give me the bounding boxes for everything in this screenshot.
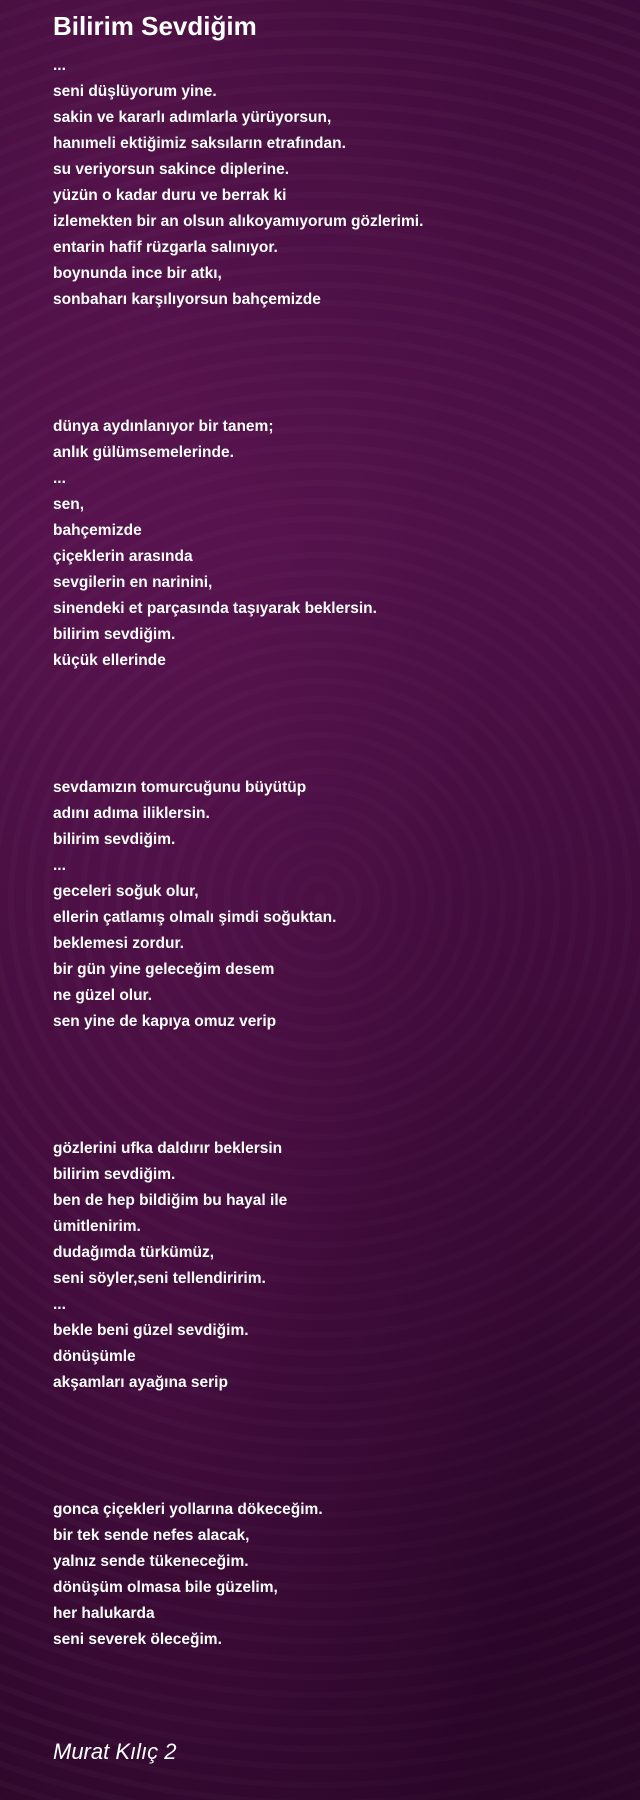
poem-line: anlık gülümsemelerinde. <box>53 444 234 461</box>
poem-line: dudağımda türkümüz, <box>53 1244 215 1261</box>
poem-title: Bilirim Sevdiğim <box>53 11 257 41</box>
poem-line: ellerin çatlamış olmalı şimdi soğuktan. <box>53 909 337 926</box>
poem-line: sonbaharı karşılıyorsun bahçemizde <box>53 291 321 308</box>
poem-line: dönüşüm olmasa bile güzelim, <box>53 1579 278 1596</box>
poem-line: bilirim sevdiğim. <box>53 1166 176 1183</box>
poem-line: seni düşlüyorum yine. <box>53 83 217 100</box>
poem-line: ben de hep bildiğim bu hayal ile <box>53 1192 288 1209</box>
poem-line: sevdamızın tomurcuğunu büyütüp <box>53 779 307 796</box>
poem-line: boynunda ince bir atkı, <box>53 265 222 282</box>
poem-line: yüzün o kadar duru ve berrak ki <box>53 187 287 204</box>
poem-line: gözlerini ufka daldırır beklersin <box>53 1140 283 1157</box>
stanza-3 <box>53 775 423 1035</box>
author-signature: Murat Kılıç 2 <box>53 1739 177 1764</box>
poem-line: ... <box>53 1296 66 1313</box>
poem-line: çiçeklerin arasında <box>53 548 193 565</box>
poem-line: ... <box>53 57 66 74</box>
poem-line: bahçemizde <box>53 522 142 539</box>
poem-line: ... <box>53 470 66 487</box>
poem-line: ne güzel olur. <box>53 987 153 1004</box>
poem-line: yalnız sende tükeneceğim. <box>53 1553 249 1570</box>
stanza-1 <box>53 53 423 313</box>
poem-line: bir gün yine geleceğim desem <box>53 961 275 978</box>
poem-line: bir tek sende nefes alacak, <box>53 1527 250 1544</box>
poem-line: dönüşümle <box>53 1348 136 1365</box>
poem-line: her halukarda <box>53 1605 155 1622</box>
poem-line: sen, <box>53 496 85 513</box>
stanza-5 <box>53 1497 423 1653</box>
poem-line: beklemesi zordur. <box>53 935 184 952</box>
stanza-4 <box>53 1136 423 1396</box>
poem-line: seni söyler,seni tellendiririm. <box>53 1270 266 1287</box>
stanza-2 <box>53 414 423 674</box>
poem-line: hanımeli ektiğimiz saksıların etrafından. <box>53 135 346 152</box>
poem-line: su veriyorsun sakince diplerine. <box>53 161 290 178</box>
poem-line: bekle beni güzel sevdiğim. <box>53 1322 249 1339</box>
poem-line: sevgilerin en narinini, <box>53 574 213 591</box>
poem-line: bilirim sevdiğim. <box>53 831 176 848</box>
poem-line: bilirim sevdiğim. <box>53 626 176 643</box>
poem-line: dünya aydınlanıyor bir tanem; <box>53 418 274 435</box>
poem-line: ... <box>53 857 66 874</box>
poem-line: akşamları ayağına serip <box>53 1374 228 1391</box>
poem-line: adını adıma iliklersin. <box>53 805 210 822</box>
poem-line: entarin hafif rüzgarla salınıyor. <box>53 239 278 256</box>
poem-line: sen yine de kapıya omuz verip <box>53 1013 277 1030</box>
poem-line: sakin ve kararlı adımlarla yürüyorsun, <box>53 109 332 126</box>
poem-line: sinendeki et parçasında taşıyarak beklersin. <box>53 600 377 617</box>
poem-line: izlemekten bir an olsun alıkoyamıyorum gözlerimi. <box>53 213 424 230</box>
poem-line: gonca çiçekleri yollarına dökeceğim. <box>53 1501 323 1518</box>
poem-line: ümitlenirim. <box>53 1218 141 1235</box>
poem-line: seni severek öleceğim. <box>53 1631 222 1648</box>
poem-line: geceleri soğuk olur, <box>53 883 199 900</box>
poem-line: küçük ellerinde <box>53 652 166 669</box>
poem-body <box>53 53 423 1653</box>
